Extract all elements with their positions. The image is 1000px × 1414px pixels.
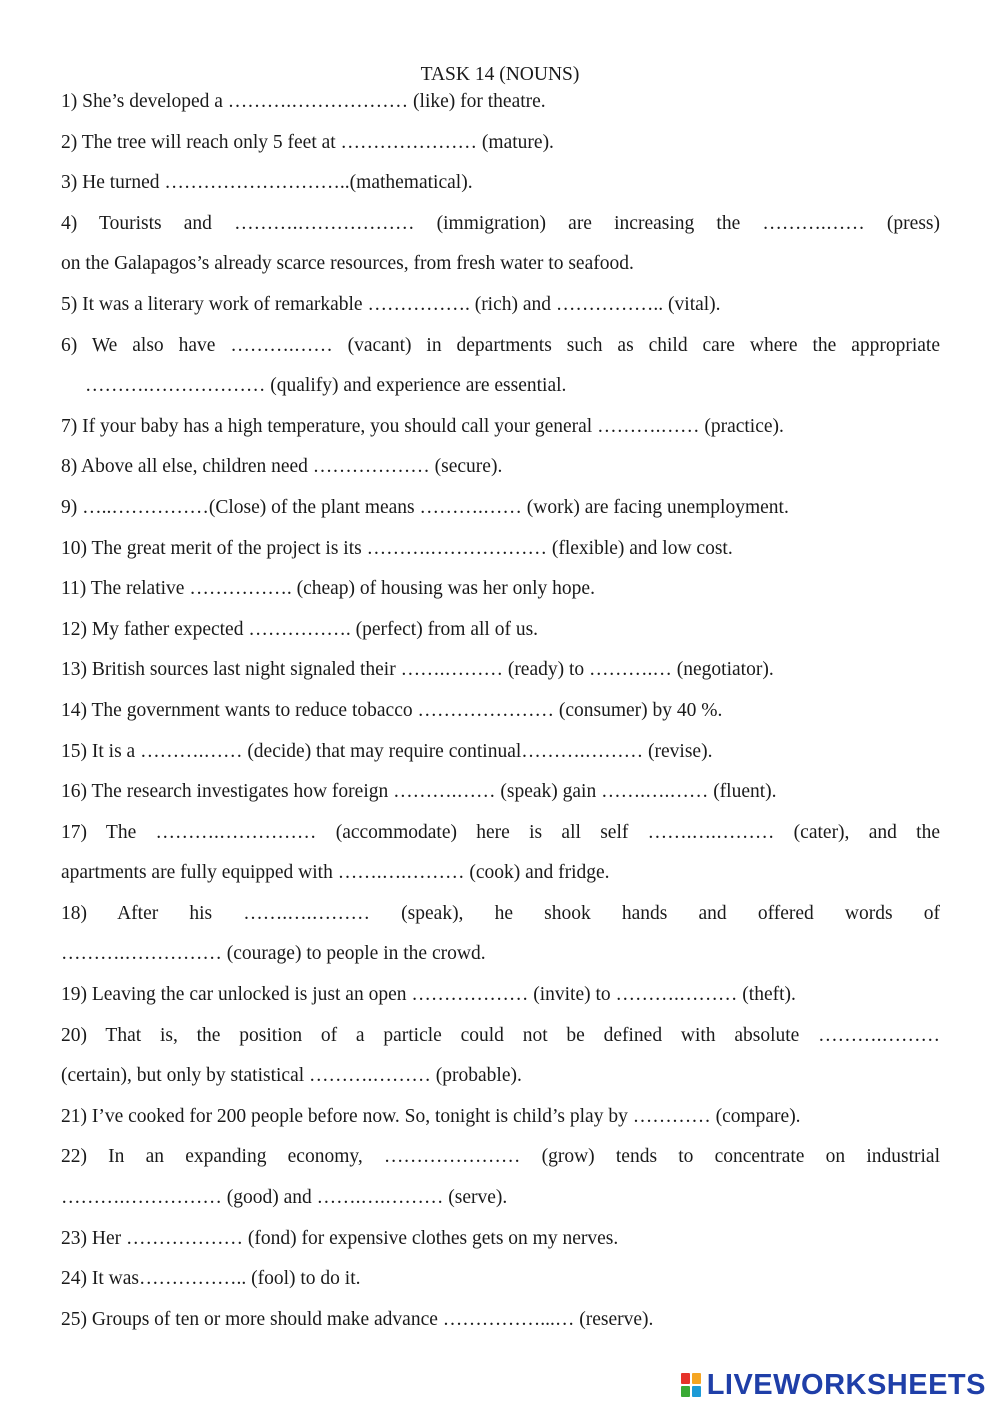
exercise-line-16: 16) The research investigates how foreign ……….…… (speak) gain …….….…… (fluent). bbox=[61, 781, 777, 803]
exercise-line-17: 17) The ……….…………… (accommodate) here is all self …….….……… (cater), and the bbox=[61, 821, 940, 843]
exercise-line-25: 25) Groups of ten or more should make advance ……………...… (reserve). bbox=[61, 1308, 654, 1330]
exercise-line-11: 11) The relative ……………. (cheap) of housing was her only hope. bbox=[61, 578, 595, 600]
exercise-line-8: 8) Above all else, children need ……………… (secure). bbox=[61, 456, 503, 478]
exercise-line-6: 6) We also have ……….…… (vacant) in departments such as child care where the appropriate bbox=[61, 334, 940, 356]
logo-square-green bbox=[681, 1386, 690, 1397]
liveworksheets-logo-icon bbox=[681, 1373, 701, 1397]
exercise-line-24: 24) It was…………….. (fool) to do it. bbox=[61, 1268, 361, 1290]
exercise-list bbox=[61, 88, 940, 1346]
exercise-line-6-cont: ……….……………… (qualify) and experience are essential. bbox=[85, 375, 567, 397]
exercise-line-19: 19) Leaving the car unlocked is just an open ……………… (invite) to ……….……… (theft). bbox=[61, 984, 796, 1006]
exercise-line-21: 21) I’ve cooked for 200 people before now. So, tonight is child’s play by ………… (compare). bbox=[61, 1105, 801, 1127]
exercise-line-17-cont: apartments are fully equipped with …….….……… (cook) and fridge. bbox=[61, 862, 610, 884]
liveworksheets-brand-text: LIVEWORKSHEETS bbox=[706, 1369, 986, 1401]
exercise-line-5: 5) It was a literary work of remarkable ……………. (rich) and …………….. (vital). bbox=[61, 293, 721, 315]
worksheet-title: TASK 14 (NOUNS) bbox=[420, 64, 580, 85]
exercise-line-13: 13) British sources last night signaled their …….……… (ready) to ……….… (negotiator). bbox=[61, 659, 774, 681]
exercise-line-22: 22) In an expanding economy, ………………… (grow) tends to concentrate on industrial bbox=[61, 1146, 940, 1168]
exercise-line-1: 1) She’s developed a ……….……………… (like) for theatre. bbox=[61, 91, 546, 112]
exercise-line-20: 20) That is, the position of a particle could not be defined with absolute ……….……… bbox=[61, 1024, 940, 1046]
liveworksheets-logo[interactable] bbox=[681, 1370, 986, 1400]
exercise-line-12: 12) My father expected ……………. (perfect) from all of us. bbox=[61, 618, 539, 640]
exercise-line-2: 2) The tree will reach only 5 feet at ………………… (mature). bbox=[61, 131, 554, 153]
exercise-line-18-cont: ……….…………… (courage) to people in the crowd. bbox=[61, 943, 486, 965]
exercise-line-14: 14) The government wants to reduce tobacco ………………… (consumer) by 40 %. bbox=[61, 699, 723, 721]
exercise-line-22-cont: ……….…………… (good) and …….….……… (serve). bbox=[61, 1187, 508, 1209]
exercise-line-18: 18) After his …….….……… (speak), he shook hands and offered words of bbox=[61, 902, 940, 924]
exercise-line-10: 10) The great merit of the project is its ……….……………… (flexible) and low cost. bbox=[61, 537, 733, 559]
exercise-line-4-cont: on the Galapagos’s already scarce resources, from fresh water to seafood. bbox=[61, 253, 634, 275]
exercise-line-7: 7) If your baby has a high temperature, you should call your general ……….…… (practice). bbox=[61, 415, 784, 437]
exercise-line-15: 15) It is a ……….…… (decide) that may require continual……….……… (revise). bbox=[61, 740, 713, 762]
logo-square-blue bbox=[692, 1386, 701, 1397]
logo-square-red bbox=[681, 1373, 690, 1384]
exercise-line-23: 23) Her ……………… (fond) for expensive clothes gets on my nerves. bbox=[61, 1227, 619, 1249]
exercise-line-9: 9) …..……………(Close) of the plant means ……….…… (work) are facing unemployment. bbox=[61, 496, 789, 518]
exercise-line-4: 4) Tourists and ……….……………… (immigration) are increasing the ……….…… (press) bbox=[61, 212, 940, 234]
exercise-line-20-cont: (certain), but only by statistical ……….……… (probable). bbox=[61, 1065, 522, 1087]
logo-square-orange bbox=[692, 1373, 701, 1384]
exercise-line-3: 3) He turned ………………………..(mathematical). bbox=[61, 172, 473, 194]
